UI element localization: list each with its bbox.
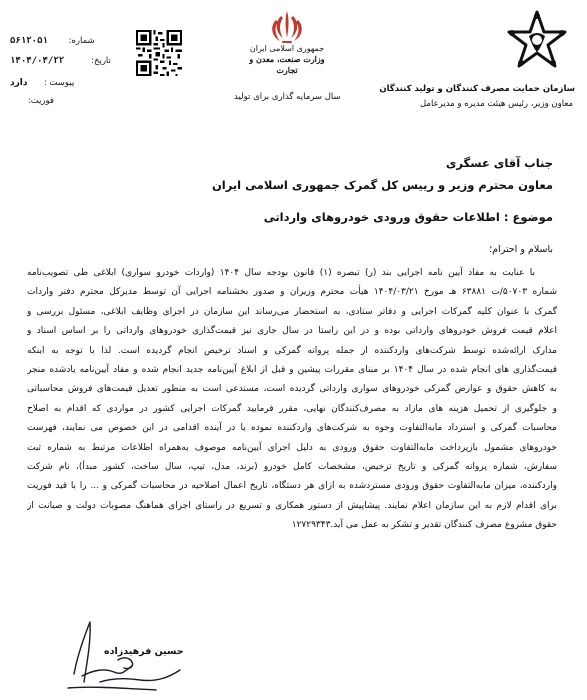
letter-attachment-value: دارد [10,78,28,88]
letter-attachment [10,78,74,88]
body-line: به کاهش حقوق و عوارض گمرکی خودروهای سواری وارداتی گردیده است، مستدعی است به منظور تعدیل قیمت‌های فروش محاسباتی [27,384,557,395]
addressee-title: معاون محترم وزیر و رییس کل گمرک جمهوری اسلامی ایران [211,178,553,192]
letter-number-value: ۵۶۱۲۰۵۱ [10,36,48,46]
ministry-line-1: جمهوری اسلامی ایران [249,44,325,53]
addressee-name: جناب آقای عسگری [445,156,553,170]
letter-greeting: باسلام و احترام؛ [489,244,553,255]
ministry-name [238,44,336,75]
body-line: مدارک ارائه‌شده توسط شرکت‌های واردکننده از جمله پروانه گمرکی و اسناد ترخیص انجام گردیده است. لذا با توجه به اینکه [27,345,557,356]
letter-urgency-label: فوریت: [27,96,54,106]
organization-name: سازمان حمایت مصرف کنندگان و تولید کنندگان [379,84,575,94]
signer-name: حسین فرهیدزاده [104,646,184,657]
body-line: سفارش، شماره پروانه گمرکی و تاریخ ترخیص، مشخصات کامل خودرو (برند، مدل، تیپ، سال ساخت، کشور مبدأ)، نام شرکت [27,461,557,472]
year-slogan: سال سرمایه گذاری برای تولید [234,92,341,102]
letter-body [27,264,557,535]
iran-emblem-icon [268,8,306,48]
body-line: با عنایت به مفاد آیین نامه اجرایی بند (ر) تبصره (۱) قانون بودجه سال ۱۴۰۴ (واردات خودرو سواری) ابلاغی طی تصویب‌نامه [27,268,535,278]
body-line: گمرک با عنوان کلیه گمرکات اجرایی و دفاتر ستادی، به استحضار می‌رساند این سازمان در اجرای وظایف ابلاغی، مسئول بررسی و [27,306,557,317]
org-star-logo-icon [505,8,569,72]
body-line: خودروهای مشمول بازپرداخت مابه‌التفاوت حقوق ورودی به دلیل اجرای آیین‌نامه موصوف به‌همراه اطلاعات مرتبط به شماره ثبت [27,442,557,453]
body-line: قیمت‌گذاری های انجام شده در سال ۱۴۰۴ بر مبنای مقررات پیشین و قبل از ابلاغ آیین‌نامه جدید انجام شده و مفاد آیین‌نامه یادشده منجر [27,364,557,375]
letter-date-label: تاریخ: [91,56,111,66]
letter-number-label: شماره: [68,36,95,46]
body-line: حقوق مشروع مصرف کنندگان تقدیر و تشکر به عمل می آید.۱۲۷۲۹۳۴۳ [291,520,557,531]
body-line: اعلام قیمت فروش خودروهای وارداتی بوده و در این راستا در سال جاری نیز قیمت‌گذاری خودروهای وارداتی را بر اساس اسناد و [27,326,557,337]
handwritten-signature-icon [60,612,190,696]
letter-date [10,56,111,66]
body-line: واردکننده، میزان مابه‌التفاوت حقوق ورودی مستردشده به ازای هر دستگاه، تاریخ اعمال اصلاحیه در محاسبات گمرکی و ... را با قید فوریت [27,481,557,492]
ministry-line-2: وزارت صنعت، معدن و تجارت [249,54,325,75]
organization-subtitle: معاون وزیر، رئیس هیئت مدیره و مدیرعامل [420,99,573,109]
body-line: محاسبات گمرکی و استرداد مابه‌التفاوت وجوه به شرکت‌های واردکننده نموده یا در آینده اقدامی در این خصوص می نمایند، فهرست [27,423,557,434]
body-line: برای اقدام لازم به این سازمان اعلام نمایند. پیشاپیش از دستور همکاری و تسریع در راستای اجرای هماهنگ مصوبات دولت و صیانت از [27,500,557,511]
letter-subject: موضوع : اطلاعات حقوق ورودی خودروهای وارداتی [263,210,553,224]
letter-urgency [10,96,54,106]
body-line: شماره ۵۰۷۰۳/ت ۶۳۸۸۱ هـ مورخ ۱۴۰۴/۰۳/۲۱ هیأت محترم وزیران و صدور بخشنامه اجرایی آن توسط مدیرکل محترم دفتر واردات [27,287,557,298]
letter-date-value: ۱۴۰۴/۰۴/۲۲ [10,56,65,66]
letter-number [10,36,95,46]
letter-attachment-label: پیوست : [43,78,75,88]
body-line: و جلوگیری از تحمیل هزینه های مازاد به مصرف‌کنندگان نهایی، مقرر فرمایید گمرکات اجرایی کشور در مواردی که اقدام به اصلاح [27,403,557,414]
qr-code-icon [136,30,182,76]
